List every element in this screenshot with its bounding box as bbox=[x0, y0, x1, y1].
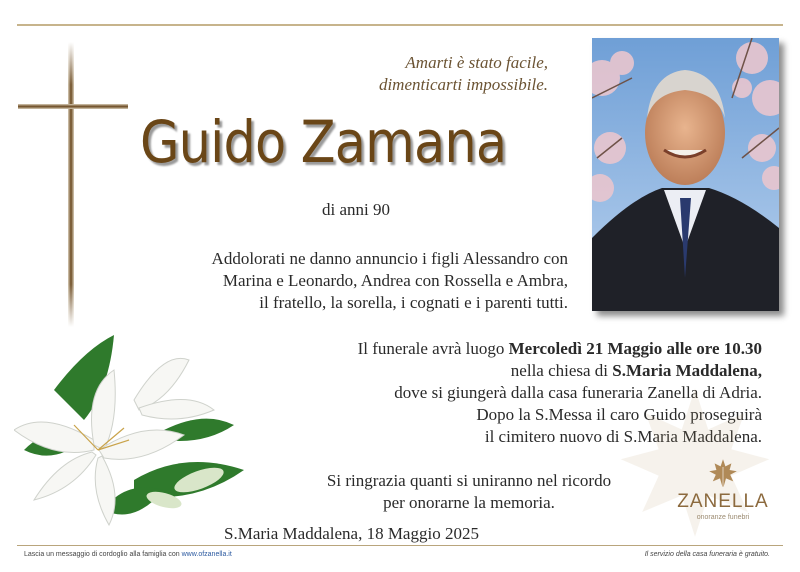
quote-line-2: dimenticarti impossibile. bbox=[378, 75, 548, 94]
funeral-church: S.Maria Maddalena, bbox=[612, 361, 762, 380]
footer-website-link[interactable]: www.ofzanella.it bbox=[181, 551, 232, 558]
place-date: S.Maria Maddalena, 18 Maggio 2025 bbox=[224, 524, 479, 543]
thanks-line-2: per onorarne la memoria. bbox=[383, 493, 555, 512]
funeral-line-3: dove si giungerà dalla casa funeraria Zanella di Adria. bbox=[394, 383, 762, 402]
funeral-line-1-prefix: Il funerale avrà luogo bbox=[357, 339, 509, 358]
announcement-line-2: Marina e Leonardo, Andrea con Rossella e Ambra, bbox=[222, 271, 568, 290]
quote-line-1: Amarti è stato facile, bbox=[405, 53, 548, 72]
top-rule bbox=[17, 24, 783, 26]
zanella-logo bbox=[673, 458, 773, 526]
funeral-line-2-prefix: nella chiesa di bbox=[510, 361, 613, 380]
logo-brand: ZANELLA bbox=[677, 491, 769, 512]
deceased-name: Guido Zamana bbox=[140, 108, 507, 176]
lily-flower-image bbox=[14, 330, 250, 526]
bottom-rule bbox=[17, 545, 783, 546]
announcement-line-3: il fratello, la sorella, i cognati e i parenti tutti. bbox=[259, 293, 568, 312]
funeral-date-time: Mercoledì 21 Maggio alle ore 10.30 bbox=[508, 339, 762, 358]
maple-leaf-icon bbox=[706, 458, 740, 488]
funeral-line-2 bbox=[270, 360, 762, 382]
footer-condolence bbox=[24, 551, 232, 558]
thanks bbox=[300, 470, 638, 514]
funeral-line-4: Dopo la S.Messa il caro Guido proseguirà bbox=[476, 405, 762, 424]
footer-condolence-text: Lascia un messaggio di cordoglio alla famiglia con bbox=[24, 551, 182, 558]
footer-service-note: Il servizio della casa funeraria è gratuito. bbox=[644, 551, 770, 558]
funeral-line-5: il cimitero nuovo di S.Maria Maddalena. bbox=[484, 427, 762, 446]
quote bbox=[330, 52, 548, 96]
announcement-line-1: Addolorati ne danno annuncio i figli Alessandro con bbox=[211, 249, 568, 268]
announcement bbox=[150, 248, 568, 314]
portrait-photo bbox=[592, 38, 779, 311]
logo-subtitle: onoranze funebri bbox=[696, 514, 750, 521]
deceased-age: di anni 90 bbox=[322, 200, 390, 219]
cross-icon bbox=[18, 42, 128, 327]
thanks-line-1: Si ringrazia quanti si uniranno nel ricordo bbox=[326, 471, 612, 490]
funeral-line-1 bbox=[270, 338, 762, 360]
